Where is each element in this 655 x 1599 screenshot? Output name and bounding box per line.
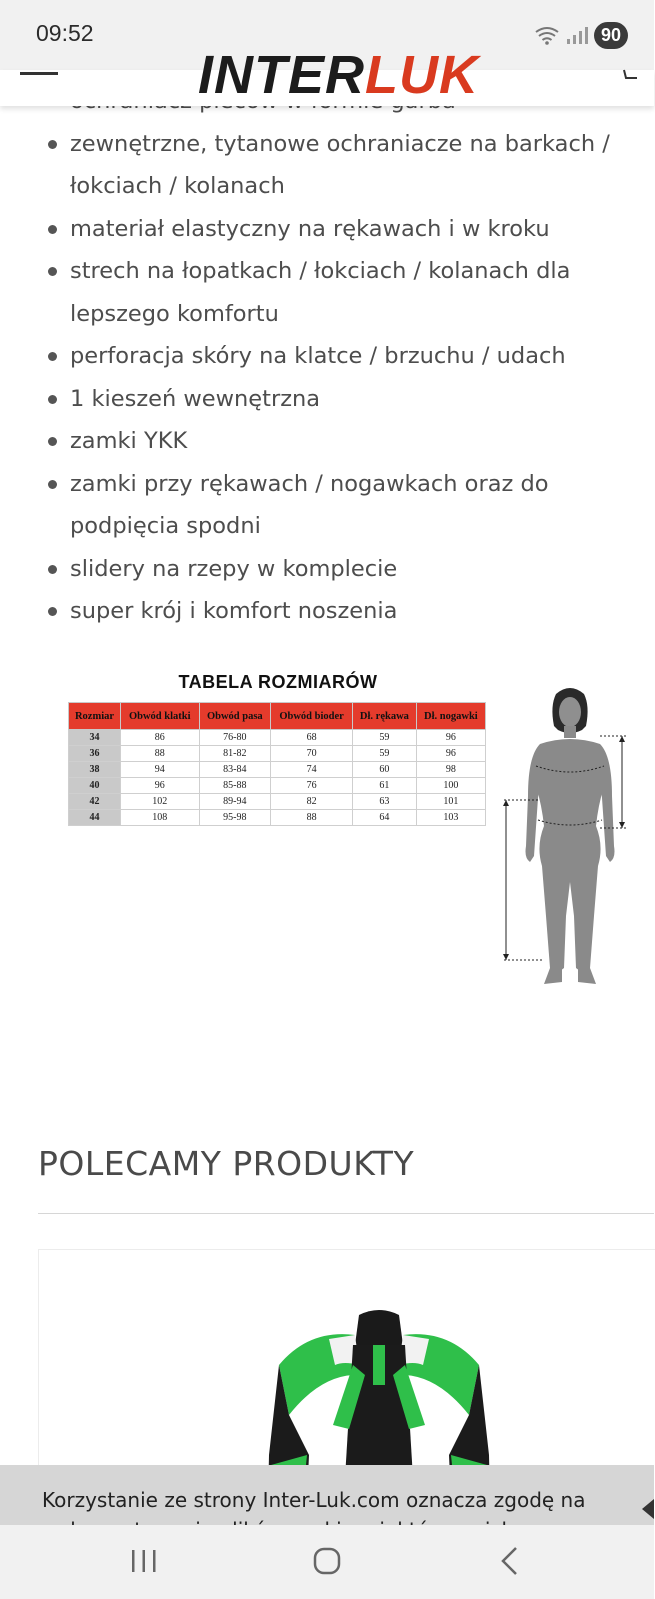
back-icon[interactable]	[490, 1543, 530, 1579]
menu-icon[interactable]	[20, 72, 58, 75]
table-cell: 86	[120, 730, 199, 746]
table-cell: 38	[69, 762, 121, 778]
table-cell: 95-98	[199, 810, 271, 826]
site-logo[interactable]	[198, 45, 479, 105]
table-row	[69, 810, 486, 826]
feature-list	[48, 80, 638, 633]
table-cell: 88	[120, 746, 199, 762]
table-header: Obwód pasa	[199, 703, 271, 730]
table-cell: 98	[416, 762, 485, 778]
status-time: 09:52	[36, 20, 94, 46]
home-icon[interactable]	[307, 1543, 347, 1579]
table-row	[69, 746, 486, 762]
table-cell: 83-84	[199, 762, 271, 778]
table-cell: 103	[416, 810, 485, 826]
table-row	[69, 730, 486, 746]
cookie-consent-text: Korzystanie ze strony Inter-Luk.com oznacza zgodę na	[42, 1488, 586, 1512]
table-cell: 70	[271, 746, 353, 762]
table-header-row	[69, 703, 486, 730]
table-cell: 88	[271, 810, 353, 826]
section-divider	[38, 1213, 654, 1214]
status-icons	[534, 20, 628, 50]
size-chart-table	[68, 702, 486, 826]
cookie-consent-bar	[0, 1465, 654, 1525]
list-item: 1 kieszeń wewnętrzna	[48, 378, 638, 421]
table-header: Dł. nogawki	[416, 703, 485, 730]
system-nav-bar	[0, 1525, 654, 1599]
list-item: zamki przy rękawach / nogawkach oraz do podpięcia spodni	[48, 463, 638, 548]
table-cell: 60	[353, 762, 417, 778]
table-row	[69, 794, 486, 810]
table-cell: 42	[69, 794, 121, 810]
table-cell: 40	[69, 778, 121, 794]
table-cell: 61	[353, 778, 417, 794]
list-item: zewnętrzne, tytanowe ochraniacze na barkach / łokciach / kolanach	[48, 123, 638, 208]
table-cell: 59	[353, 730, 417, 746]
cart-icon[interactable]	[622, 70, 640, 80]
table-cell: 96	[120, 778, 199, 794]
table-cell: 102	[120, 794, 199, 810]
table-cell: 76-80	[199, 730, 271, 746]
size-chart-title: TABELA ROZMIARÓW	[178, 672, 378, 692]
table-cell: 74	[271, 762, 353, 778]
battery-indicator: 90	[594, 22, 628, 49]
table-cell: 76	[271, 778, 353, 794]
table-cell: 59	[353, 746, 417, 762]
table-cell: 101	[416, 794, 485, 810]
table-header: Obwód klatki	[120, 703, 199, 730]
recent-apps-icon[interactable]	[124, 1543, 164, 1579]
logo-luk: LUK	[365, 45, 479, 105]
table-header: Dł. rękawa	[353, 703, 417, 730]
table-header: Rozmiar	[69, 703, 121, 730]
table-cell: 68	[271, 730, 353, 746]
logo-inter: INTER	[198, 45, 365, 105]
section-title-recommended: POLECAMY PRODUKTY	[38, 1144, 415, 1183]
table-cell: 108	[120, 810, 199, 826]
site-header	[0, 45, 654, 106]
list-item: super krój i komfort noszenia	[48, 590, 638, 633]
cookie-arrow-icon[interactable]	[642, 1499, 654, 1519]
list-item: perforacja skóry na klatce / brzuchu / udach	[48, 335, 638, 378]
table-cell: 100	[416, 778, 485, 794]
table-cell: 63	[353, 794, 417, 810]
list-item: strech na łopatkach / łokciach / kolanach dla lepszego komfortu	[48, 250, 638, 335]
list-item: zamki YKK	[48, 420, 638, 463]
table-cell: 44	[69, 810, 121, 826]
table-header: Obwód bioder	[271, 703, 353, 730]
table-row	[69, 778, 486, 794]
list-item: slidery na rzepy w komplecie	[48, 548, 638, 591]
table-row	[69, 762, 486, 778]
wifi-icon	[534, 25, 560, 45]
table-cell: 64	[353, 810, 417, 826]
body-measurement-figure	[500, 686, 645, 1006]
table-cell: 96	[416, 746, 485, 762]
table-cell: 36	[69, 746, 121, 762]
table-cell: 81-82	[199, 746, 271, 762]
table-cell: 96	[416, 730, 485, 746]
signal-icon	[566, 25, 588, 45]
table-cell: 89-94	[199, 794, 271, 810]
table-cell: 34	[69, 730, 121, 746]
table-cell: 85-88	[199, 778, 271, 794]
table-cell: 82	[271, 794, 353, 810]
table-cell: 94	[120, 762, 199, 778]
list-item: materiał elastyczny na rękawach i w kroku	[48, 208, 638, 251]
